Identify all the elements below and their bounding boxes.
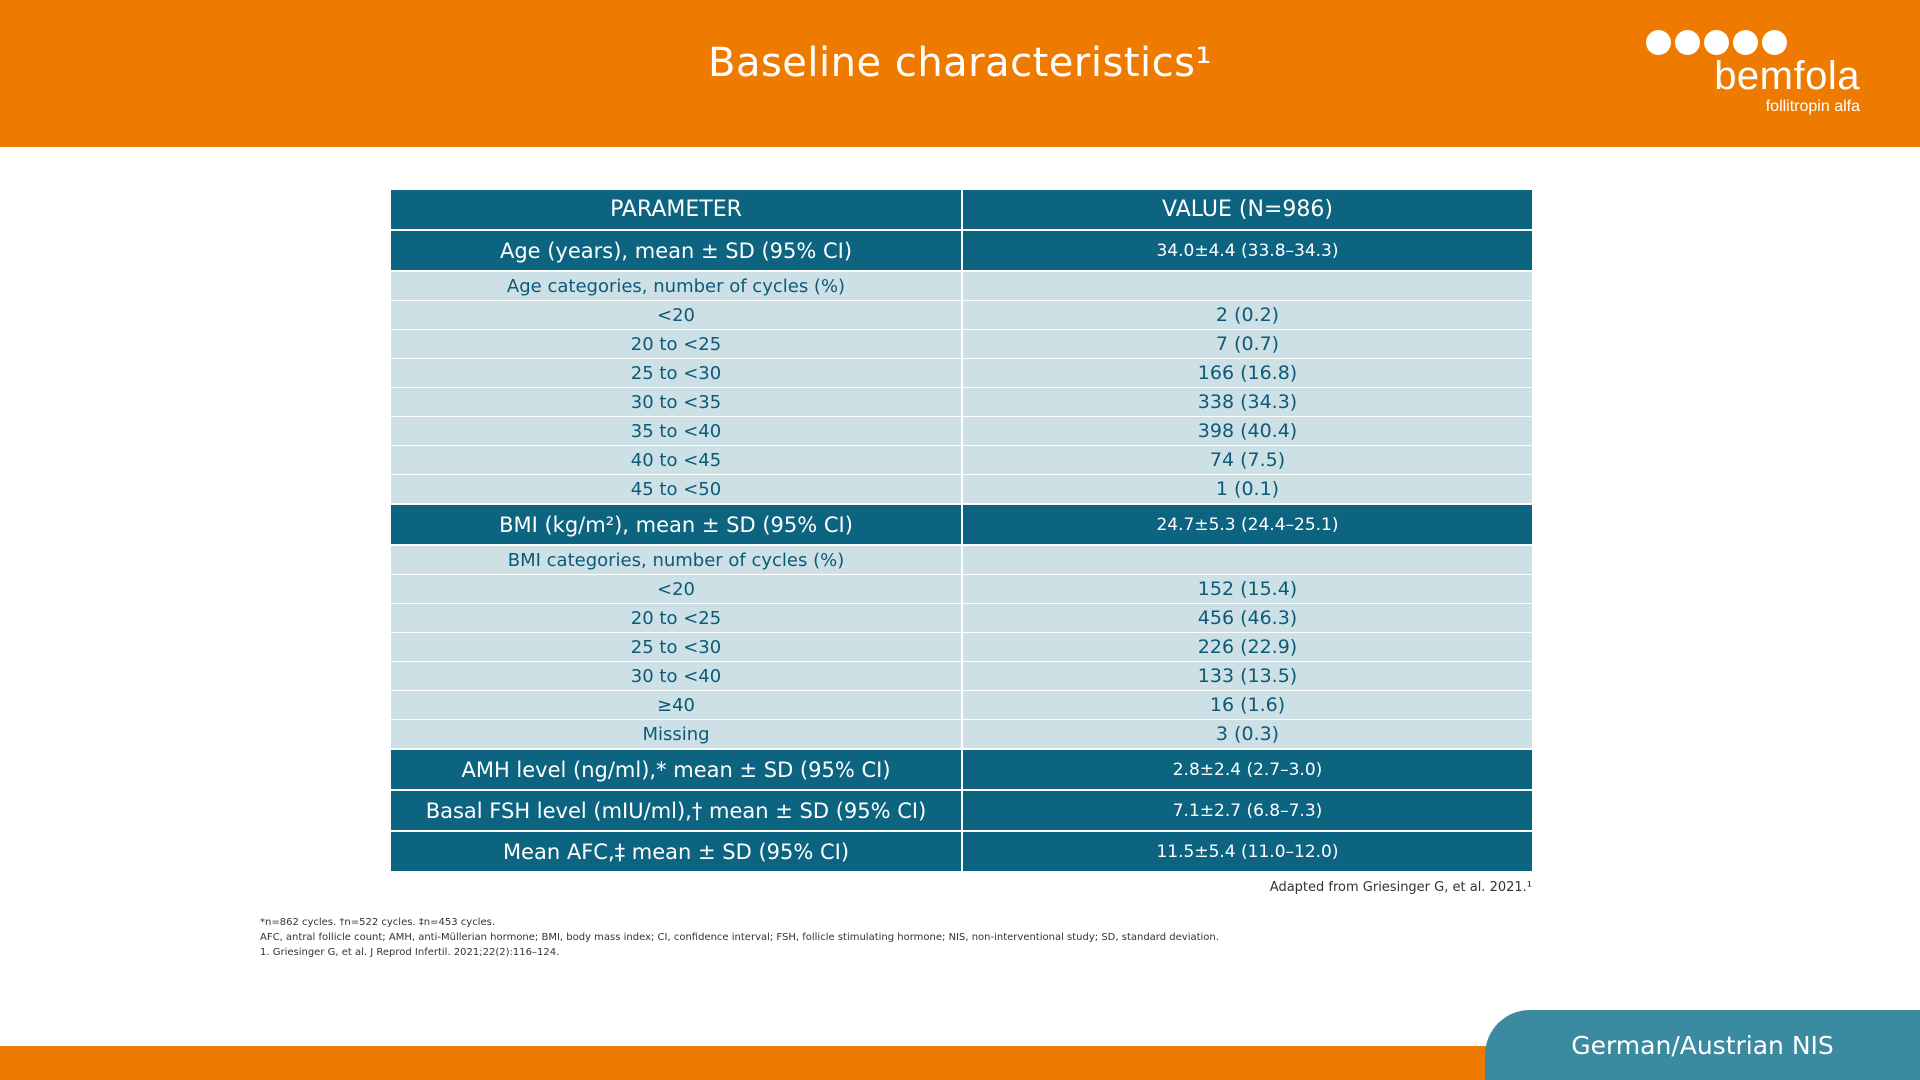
header-parameter: PARAMETER [391, 190, 961, 229]
footnote-line: *n=862 cycles. †n=522 cycles. ‡n=453 cycles. [260, 917, 496, 928]
table-row [391, 719, 1532, 748]
row-param: ≥40 [391, 691, 961, 719]
table-row-age-categories [391, 270, 1532, 300]
row-value: 166 (16.8) [961, 359, 1532, 387]
table-header-row [391, 190, 1532, 229]
row-param: 45 to <50 [391, 475, 961, 503]
row-param: AMH level (ng/ml),* mean ± SD (95% CI) [391, 750, 961, 789]
row-param: <20 [391, 301, 961, 329]
row-value: 34.0±4.4 (33.8–34.3) [961, 231, 1532, 270]
baseline-table [391, 190, 1532, 871]
row-value: 456 (46.3) [961, 604, 1532, 632]
brand-logo [1640, 28, 1880, 120]
table-row [391, 387, 1532, 416]
row-param: Age (years), mean ± SD (95% CI) [391, 231, 961, 270]
row-value: 11.5±5.4 (11.0–12.0) [961, 832, 1532, 871]
table-row-fsh [391, 789, 1532, 830]
source-citation: Adapted from Griesinger G, et al. 2021.¹ [1269, 880, 1532, 895]
table-row [391, 603, 1532, 632]
footnote-line: 1. Griesinger G, et al. J Reprod Infertil. 2021;22(2):116–124. [260, 947, 560, 958]
row-param: Age categories, number of cycles (%) [391, 272, 961, 300]
row-value: 226 (22.9) [961, 633, 1532, 661]
row-value: 133 (13.5) [961, 662, 1532, 690]
logo-dots-icon [1646, 30, 1787, 55]
table-row [391, 300, 1532, 329]
row-value: 7 (0.7) [961, 330, 1532, 358]
row-param: Basal FSH level (mIU/ml),† mean ± SD (95% CI) [391, 791, 961, 830]
row-value: 338 (34.3) [961, 388, 1532, 416]
row-param: 35 to <40 [391, 417, 961, 445]
table-row [391, 690, 1532, 719]
row-value: 398 (40.4) [961, 417, 1532, 445]
row-param: BMI categories, number of cycles (%) [391, 546, 961, 574]
row-param: 30 to <40 [391, 662, 961, 690]
row-value: 152 (15.4) [961, 575, 1532, 603]
row-value: 16 (1.6) [961, 691, 1532, 719]
row-param: <20 [391, 575, 961, 603]
row-value: 2.8±2.4 (2.7–3.0) [961, 750, 1532, 789]
row-param: Missing [391, 720, 961, 748]
table-row [391, 474, 1532, 503]
table-row-age [391, 229, 1532, 270]
table-row-afc [391, 830, 1532, 871]
table-row-bmi [391, 503, 1532, 544]
row-param: 20 to <25 [391, 330, 961, 358]
row-value: 24.7±5.3 (24.4–25.1) [961, 505, 1532, 544]
footnotes [260, 915, 1219, 960]
page-title: Baseline characteristics¹ [708, 40, 1212, 86]
table-row [391, 445, 1532, 474]
brand-subtitle: follitropin alfa [1765, 98, 1860, 115]
brand-name: bemfola [1714, 54, 1860, 98]
table-row-bmi-categories [391, 544, 1532, 574]
table-row [391, 574, 1532, 603]
row-value [961, 546, 1532, 574]
header-value: VALUE (N=986) [961, 190, 1532, 229]
row-param: 25 to <30 [391, 359, 961, 387]
row-value: 1 (0.1) [961, 475, 1532, 503]
row-param: 30 to <35 [391, 388, 961, 416]
row-param: Mean AFC,‡ mean ± SD (95% CI) [391, 832, 961, 871]
study-tab: German/Austrian NIS [1485, 1010, 1920, 1080]
row-param: 20 to <25 [391, 604, 961, 632]
row-param: BMI (kg/m²), mean ± SD (95% CI) [391, 505, 961, 544]
row-param: 40 to <45 [391, 446, 961, 474]
table-row-amh [391, 748, 1532, 789]
row-param: 25 to <30 [391, 633, 961, 661]
table-row [391, 329, 1532, 358]
table-row [391, 358, 1532, 387]
table-row [391, 632, 1532, 661]
row-value: 7.1±2.7 (6.8–7.3) [961, 791, 1532, 830]
footnote-line: AFC, antral follicle count; AMH, anti-Müllerian hormone; BMI, body mass index; CI, confidence interval; FSH, follicle stimulating hormone; NIS, non-interventional study; SD, standard deviation. [260, 932, 1219, 943]
row-value: 74 (7.5) [961, 446, 1532, 474]
table-row [391, 661, 1532, 690]
row-value [961, 272, 1532, 300]
row-value: 2 (0.2) [961, 301, 1532, 329]
table-row [391, 416, 1532, 445]
row-value: 3 (0.3) [961, 720, 1532, 748]
